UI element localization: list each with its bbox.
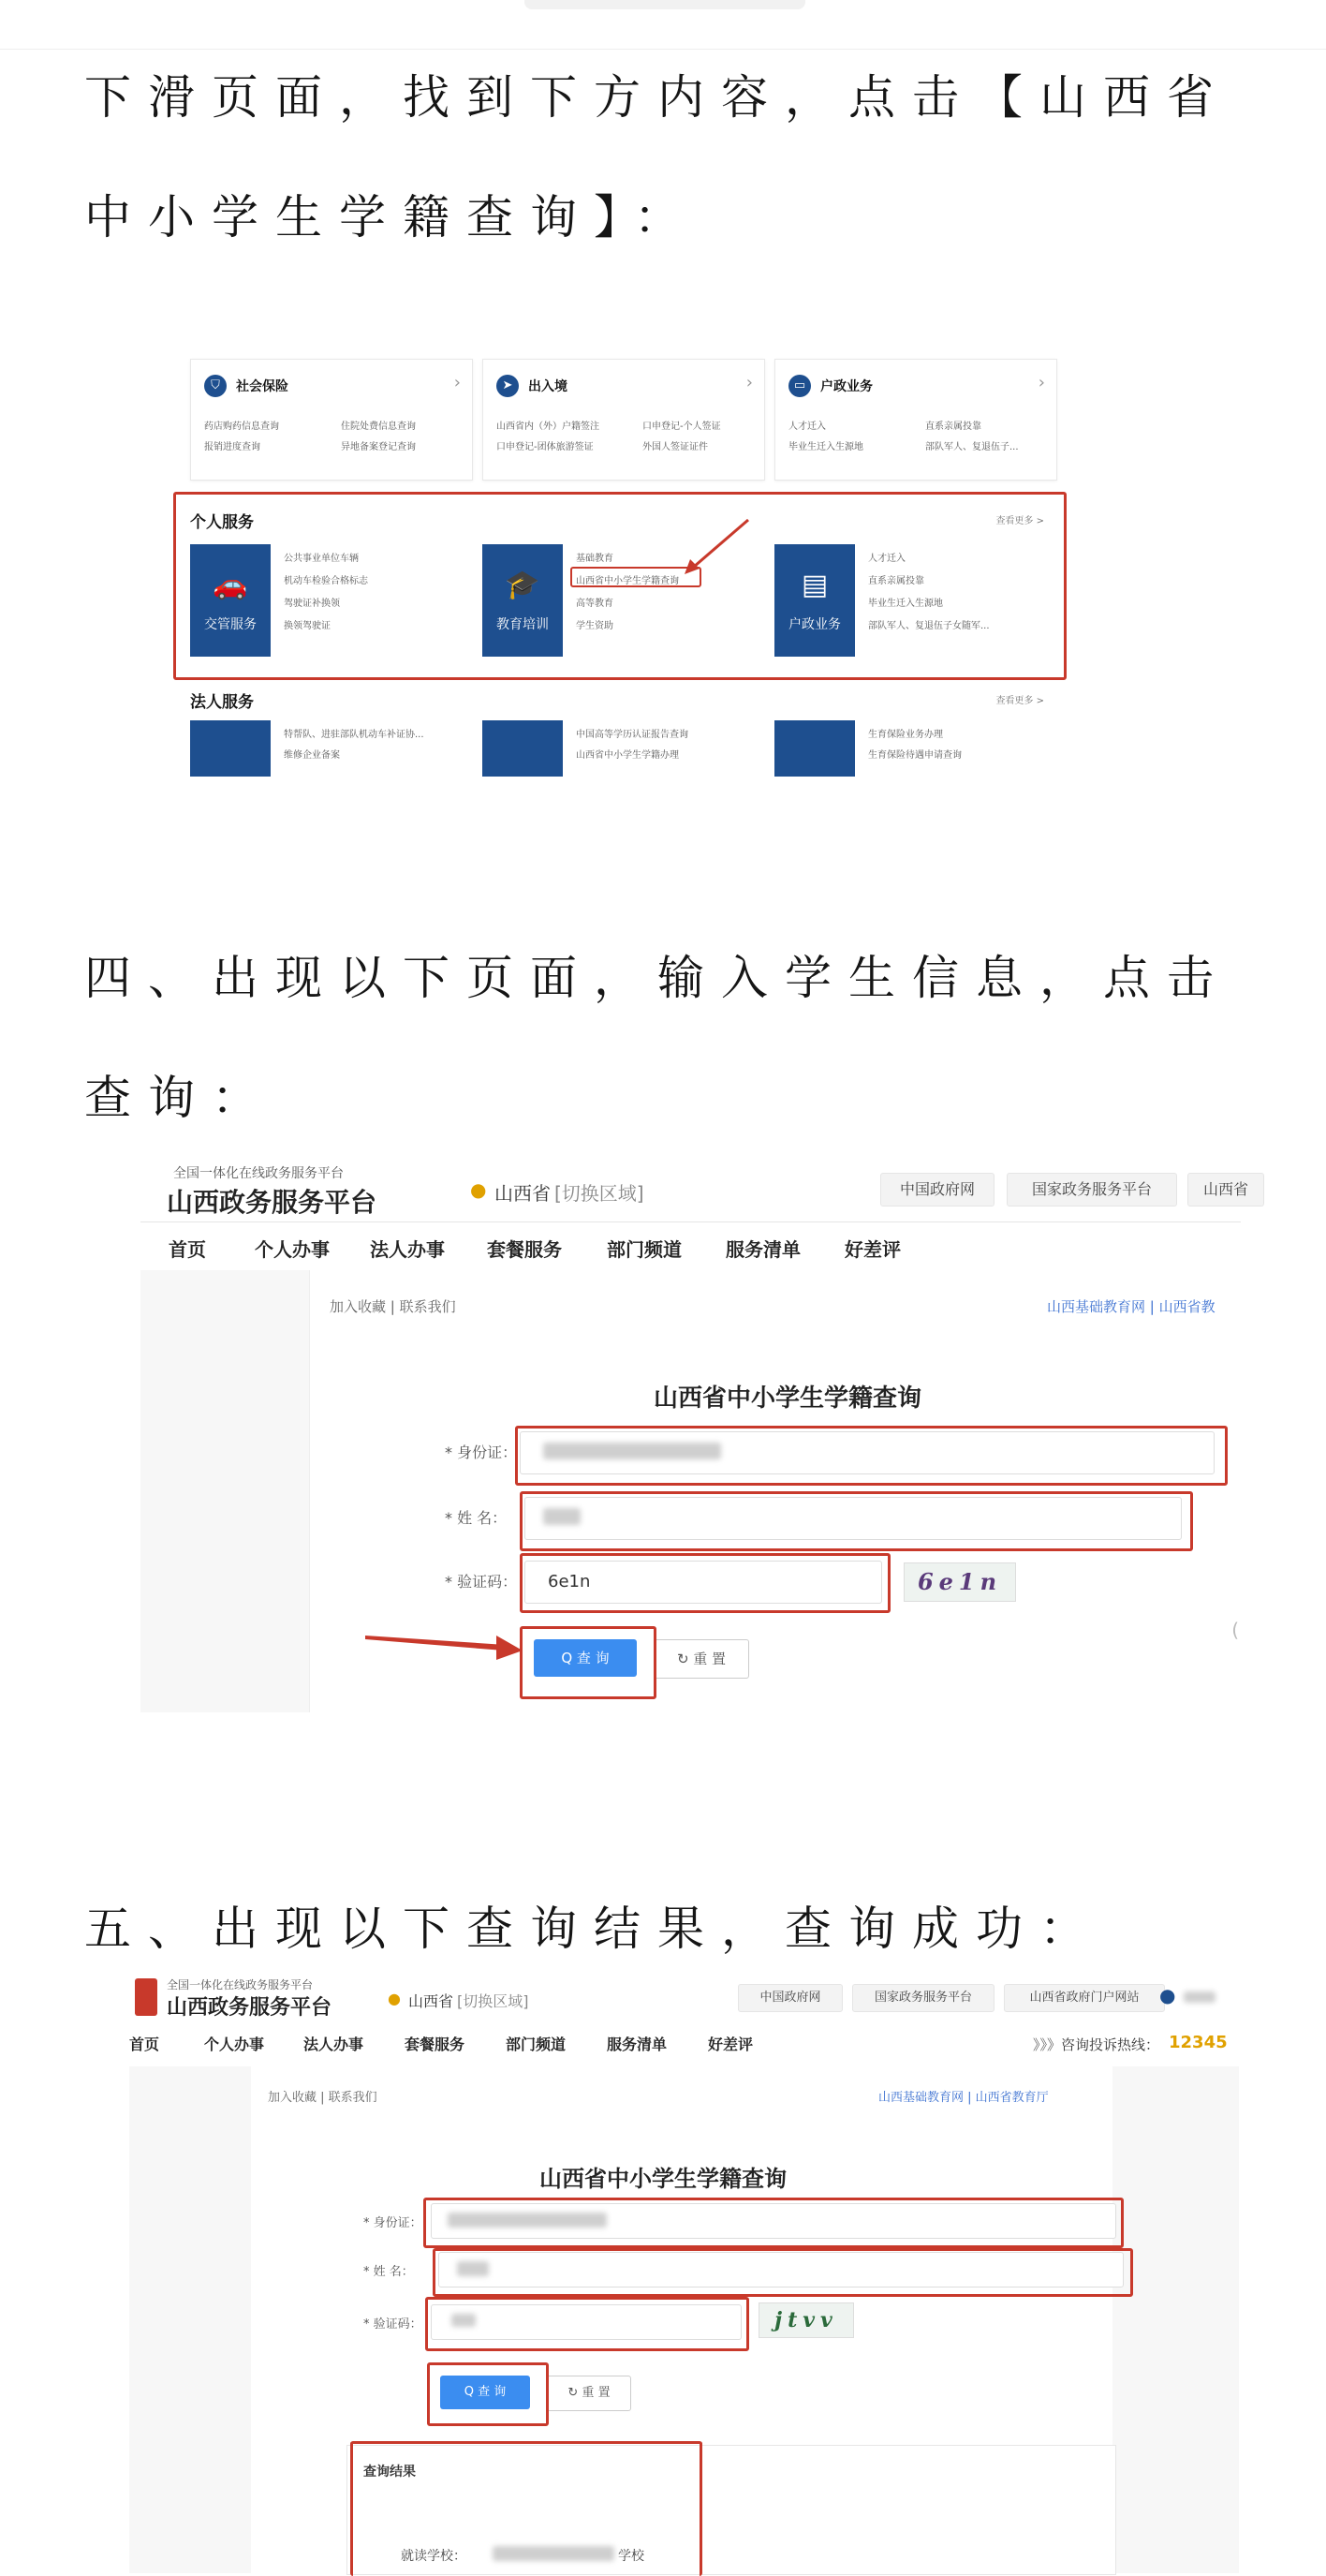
tile-exit-entry[interactable] [482, 359, 765, 481]
right-links[interactable]: 山西基础教育网 | 山西省教 [1047, 1298, 1216, 1315]
service-household[interactable] [774, 544, 855, 657]
name-label: * 姓 名： [363, 2265, 414, 2279]
portal-title: 山西政务服务平台 [167, 1996, 332, 2020]
shield-icon: ⛉ [204, 375, 227, 397]
top-link[interactable]: 国家政务服务平台 [852, 1984, 994, 2012]
id-card-icon: ▤ [801, 569, 829, 601]
annotation-box-id [423, 2198, 1124, 2248]
service-link[interactable]: 毕业生迁入生源地 [868, 599, 943, 609]
instruction-paragraph-3: 五、出现以下查询结果，查询成功： [84, 1902, 1103, 1956]
legal-service-block[interactable] [774, 720, 855, 777]
annotation-box-name [520, 1491, 1193, 1551]
form-title: 山西省中小学生学籍查询 [654, 1384, 922, 1413]
school-label: 就读学校： [401, 2549, 466, 2564]
tile-link[interactable]: 药店购药信息查询 [204, 422, 279, 432]
annotation-box-query [427, 2362, 549, 2426]
location-pin-icon: ● [470, 1178, 487, 1201]
nav-item[interactable]: 部门频道 [506, 2036, 567, 2053]
tile-household[interactable] [774, 359, 1057, 481]
service-link-student-status[interactable]: 山西省中小学生学籍查询 [576, 576, 679, 586]
switch-region-link[interactable]: [切换区域] [554, 1182, 644, 1205]
top-link[interactable]: 国家政务服务平台 [1007, 1173, 1177, 1207]
annotation-box-captcha [520, 1553, 891, 1613]
tile-title: 户政业务 [820, 379, 873, 394]
tile-link[interactable]: 异地备案登记查询 [341, 442, 416, 452]
nav-item[interactable]: 好差评 [708, 2036, 754, 2053]
nav-divider [140, 1221, 1241, 1222]
tile-link[interactable]: 人才迁入 [788, 422, 826, 432]
top-link[interactable]: 中国政府网 [738, 1984, 843, 2012]
location-name[interactable]: 山西省 [494, 1182, 551, 1205]
query-button[interactable]: Q 查 询 [440, 2376, 530, 2409]
top-link[interactable]: 中国政府网 [880, 1173, 994, 1207]
service-label: 户政业务 [788, 617, 841, 632]
nav-item[interactable]: 套餐服务 [405, 2036, 465, 2053]
screenshot-query-result [129, 1976, 1239, 2573]
tile-link[interactable]: 直系亲属投靠 [925, 422, 981, 432]
tile-link[interactable]: 住院处费信息查询 [341, 422, 416, 432]
id-label: * 身份证： [445, 1443, 518, 1461]
view-more-link[interactable]: 查看更多 > [995, 696, 1044, 706]
redacted-user [1184, 1991, 1216, 2003]
tile-link[interactable]: 外国人签证证件 [642, 442, 708, 452]
view-more-link[interactable]: 查看更多 > [995, 516, 1044, 526]
service-link[interactable]: 部队军人、复退伍子女随军... [868, 621, 990, 631]
annotation-arrow [679, 516, 754, 582]
chevron-right-icon: › [453, 373, 461, 392]
id-label: * 身份证： [363, 2216, 422, 2230]
captcha-image[interactable]: jtvv [759, 2302, 854, 2338]
screenshot-service-tiles [173, 342, 1157, 773]
service-link[interactable]: 学生资助 [576, 621, 613, 631]
nav-item[interactable]: 服务清单 [607, 2036, 668, 2053]
card-icon: ▭ [788, 375, 811, 397]
sub-links[interactable]: 加入收藏 | 联系我们 [330, 1298, 456, 1315]
captcha-image[interactable]: 6e1n [904, 1562, 1016, 1602]
tile-social-insurance[interactable] [190, 359, 473, 481]
tile-link[interactable]: 报销进度查询 [204, 442, 260, 452]
service-link[interactable]: 基础教育 [576, 554, 613, 564]
nav-item[interactable]: 首页 [129, 2036, 160, 2053]
school-suffix: 学校 [618, 2549, 644, 2564]
service-traffic[interactable] [190, 544, 271, 657]
plane-icon: ➤ [496, 375, 519, 397]
hotline-number: 12345 [1169, 2033, 1228, 2052]
captcha-label: * 验证码： [445, 1573, 518, 1591]
hotline-label: 》》》咨询投诉热线： [1033, 2036, 1160, 2053]
location-pin-icon: ● [388, 1990, 401, 2007]
service-label: 教育培训 [496, 617, 549, 632]
portal-tagline: 全国一体化在线政务服务平台 [167, 1978, 314, 1991]
tile-link[interactable]: 部队军人、复退伍子... [925, 442, 1019, 452]
service-link[interactable]: 驾驶证补换领 [284, 599, 340, 609]
top-link[interactable]: 山西省 [1187, 1173, 1264, 1207]
service-link[interactable]: 人才迁入 [868, 554, 906, 564]
tile-title: 出入境 [528, 379, 567, 394]
nav-item[interactable]: 服务清单 [726, 1238, 801, 1261]
tile-link[interactable]: 毕业生迁入生源地 [788, 442, 863, 452]
nav-item[interactable]: 法人办事 [303, 2036, 364, 2053]
portal-tagline: 全国一体化在线政务服务平台 [173, 1166, 344, 1181]
legal-link[interactable]: 中国高等学历认证报告查询 [576, 730, 688, 740]
name-label: * 姓 名： [445, 1509, 508, 1527]
service-link[interactable]: 高等教育 [576, 599, 613, 609]
service-education[interactable] [482, 544, 563, 657]
scroll-indicator-icon: ( [1231, 1619, 1239, 1641]
captcha-value: 6e1n [548, 1572, 591, 1591]
reset-button[interactable]: ↻ 重 置 [654, 1639, 749, 1679]
nav-item[interactable]: 个人办事 [204, 2036, 265, 2053]
service-link[interactable]: 机动车检验合格标志 [284, 576, 368, 586]
tile-link[interactable]: 口申登记-团体旅游签证 [496, 442, 594, 452]
top-link[interactable]: 山西省政府门户网站 [1004, 1984, 1165, 2012]
annotation-box-name [433, 2248, 1133, 2297]
sub-links[interactable]: 加入收藏 | 联系我们 [268, 2091, 377, 2105]
nav-item[interactable]: 套餐服务 [487, 1238, 562, 1261]
instruction-paragraph-1: 下滑页面，找到下方内容，点击【山西省中小学生学籍查询】： [84, 70, 1230, 244]
annotation-arrow [365, 1628, 524, 1666]
graduation-cap-icon: 🎓 [505, 569, 540, 601]
service-link[interactable]: 换领驾驶证 [284, 621, 331, 631]
tile-link[interactable]: 口申登记-个人签证 [642, 422, 721, 432]
top-handle [524, 0, 805, 9]
legal-service-block[interactable] [190, 720, 271, 777]
switch-region-link[interactable]: [切换区域] [457, 1992, 529, 2010]
legal-link[interactable]: 特帮队、进驻部队机动车补证协... [284, 730, 424, 740]
service-link[interactable]: 直系亲属投靠 [868, 576, 924, 586]
logo-seal [135, 1978, 157, 2016]
portal-title: 山西政务服务平台 [167, 1187, 377, 1218]
legal-services-heading: 法人服务 [190, 693, 254, 712]
tile-title: 社会保险 [236, 379, 288, 394]
chevron-right-icon: › [1038, 373, 1045, 392]
screenshot-query-form [140, 1160, 1248, 1712]
captcha-label: * 验证码： [363, 2317, 422, 2332]
form-title: 山西省中小学生学籍查询 [539, 2166, 787, 2192]
user-icon[interactable]: ● [1159, 1984, 1176, 2006]
legal-link[interactable]: 维修企业备案 [284, 750, 340, 761]
query-button[interactable]: Q 查 询 [534, 1639, 637, 1677]
annotation-box-query [520, 1626, 656, 1699]
legal-service-block[interactable] [482, 720, 563, 777]
tile-link[interactable]: 山西省内（外）户籍签注 [496, 422, 599, 432]
legal-link[interactable]: 山西省中小学生学籍办理 [576, 750, 679, 761]
instruction-paragraph-2: 四、出现以下页面，输入学生信息，点击查询： [84, 951, 1230, 1125]
annotation-box-captcha [425, 2297, 749, 2351]
nav-item[interactable]: 好差评 [845, 1238, 901, 1261]
nav-item[interactable]: 首页 [169, 1238, 206, 1261]
car-icon: 🚗 [213, 569, 248, 601]
location-name[interactable]: 山西省 [408, 1992, 454, 2010]
legal-link[interactable]: 生育保险业务办理 [868, 730, 943, 740]
legal-link[interactable]: 生育保险待遇申请查询 [868, 750, 962, 761]
chevron-right-icon: › [745, 373, 753, 392]
annotation-box-id [515, 1426, 1228, 1486]
nav-item[interactable]: 法人办事 [370, 1238, 445, 1261]
nav-item[interactable]: 部门频道 [607, 1238, 682, 1261]
result-title: 查询结果 [363, 2465, 416, 2480]
personal-services-heading: 个人服务 [190, 513, 254, 532]
annotation-box-result [350, 2441, 702, 2576]
service-label: 交管服务 [204, 617, 257, 632]
nav-item[interactable]: 个人办事 [255, 1238, 330, 1261]
reset-button[interactable]: ↻ 重 置 [547, 2376, 631, 2411]
right-links[interactable]: 山西基础教育网 | 山西省教育厅 [878, 2091, 1049, 2105]
service-link[interactable]: 公共事业单位车辆 [284, 554, 359, 564]
